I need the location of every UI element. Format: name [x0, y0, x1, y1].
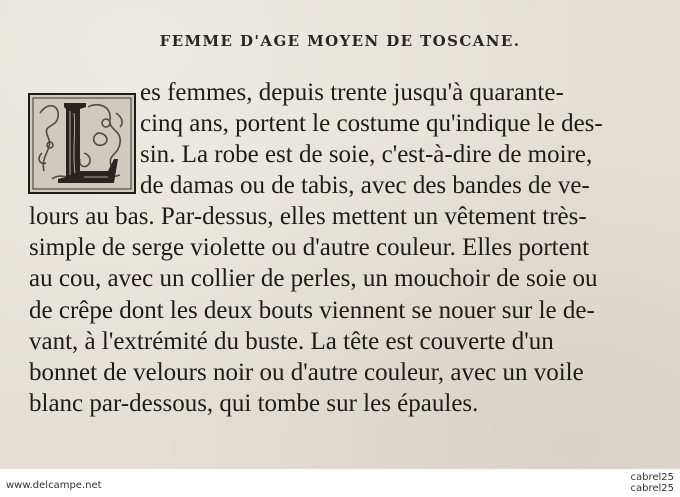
text-line-9: vant, à l'extrémité du buste. La tête est couverte d'un [29, 328, 554, 355]
text-line-6: simple de serge violette ou d'autre couleur. Elles portent [29, 234, 590, 261]
source-watermark-right [630, 472, 674, 494]
ornamental-dropcap-image [28, 93, 136, 194]
text-line-3: sin. La robe est de soie, c'est-à-dire de moire, [140, 141, 593, 168]
text-line-11: blanc par-dessous, qui tombe sur les épaules. [29, 390, 479, 417]
text-line-10: bonnet de velours noir ou d'autre couleur, avec un voile [29, 359, 584, 386]
seller-name-line-1: cabrel25 [630, 472, 674, 483]
text-line-7: au cou, avec un collier de perles, un mouchoir de soie ou [29, 265, 598, 292]
text-line-2: cinq ans, portent le costume qu'indique le des- [140, 110, 603, 137]
text-line-4: de damas ou de tabis, avec des bandes de ve- [140, 172, 590, 199]
seller-name-line-2: cabrel25 [630, 483, 674, 494]
page-title: FEMME D'AGE MOYEN DE TOSCANE. [159, 32, 521, 50]
text-line-5: lours au bas. Par-dessus, elles mettent un vêtement très- [29, 203, 587, 230]
source-watermark-left: www.delcampe.net [6, 480, 102, 491]
watermark-footer [0, 469, 680, 497]
text-line-1: es femmes, depuis trente jusqu'à quarante- [140, 79, 564, 106]
text-line-8: de crêpe dont les deux bouts viennent se nouer sur le de- [29, 297, 595, 324]
